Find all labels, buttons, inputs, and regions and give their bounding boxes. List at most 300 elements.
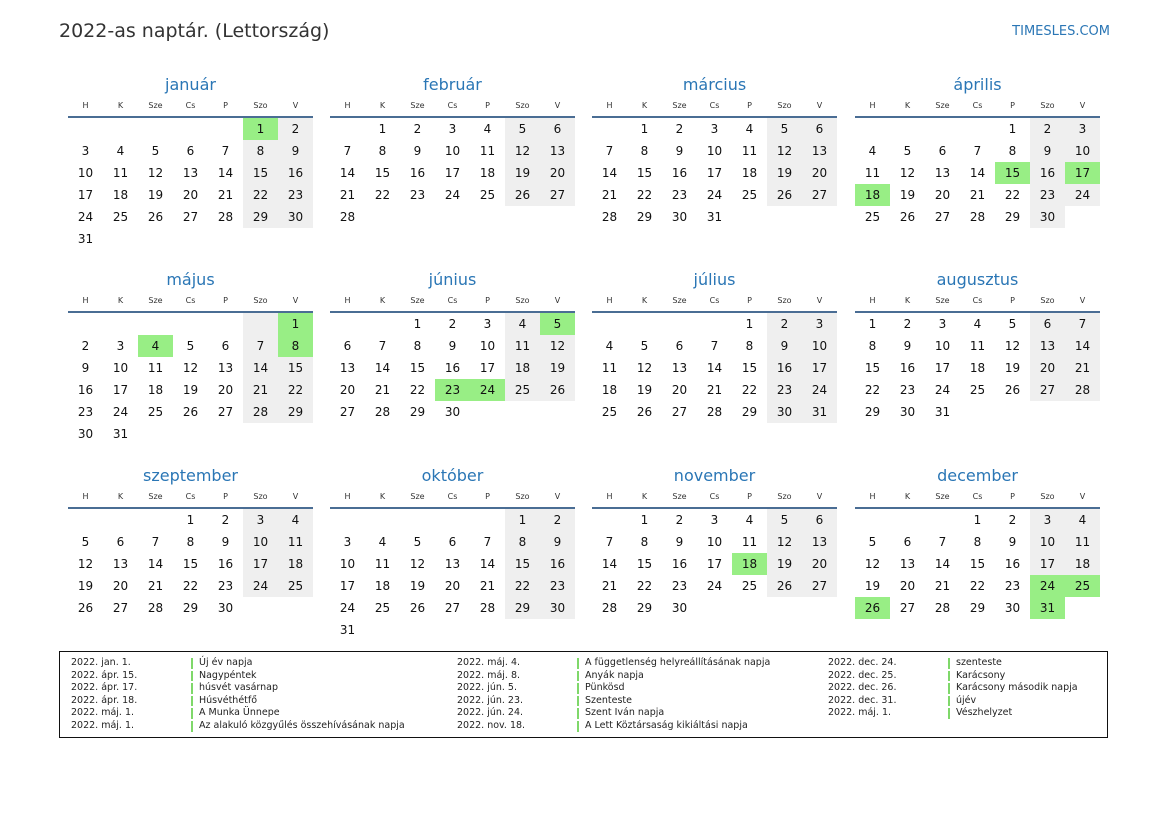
weekday-label: H xyxy=(869,101,876,110)
day-cell: 28 xyxy=(706,405,723,419)
day-cell: 20 xyxy=(1030,357,1065,379)
empty-day-cell xyxy=(138,228,173,250)
day-cell: 10 xyxy=(706,535,723,549)
holiday-name: Új év napja xyxy=(199,657,253,668)
weekday-label: Cs xyxy=(185,101,196,110)
day-cell: 29 xyxy=(636,210,653,224)
empty-day-cell xyxy=(243,313,278,335)
day-cell: 25 xyxy=(1065,575,1100,597)
day-cell: 22 xyxy=(505,575,540,597)
day-cell: 29 xyxy=(1004,210,1021,224)
day-cell: 8 xyxy=(745,339,754,353)
day-cell: 29 xyxy=(243,206,278,228)
day-cell: 16 xyxy=(278,162,313,184)
weekday-label: P xyxy=(1010,101,1015,110)
day-cell: 1 xyxy=(745,317,754,331)
weekday-label: Sze xyxy=(410,492,425,501)
day-cell: 25 xyxy=(278,575,313,597)
month-name: december xyxy=(937,466,1018,485)
day-cell: 26 xyxy=(409,601,426,615)
month-calendar xyxy=(855,269,1100,423)
holiday-column xyxy=(828,657,1078,720)
empty-day-cell xyxy=(330,509,365,531)
weekday-header xyxy=(855,96,1100,118)
holiday-entry xyxy=(457,657,770,670)
day-cell: 7 xyxy=(710,339,719,353)
day-cell: 11 xyxy=(278,531,313,553)
day-cell: 30 xyxy=(671,210,688,224)
weekday-label: Cs xyxy=(972,296,983,305)
day-cell: 13 xyxy=(671,361,688,375)
weekday-header xyxy=(68,291,313,313)
empty-day-cell xyxy=(208,228,243,250)
day-cell: 26 xyxy=(855,597,890,619)
day-cell: 20 xyxy=(182,188,199,202)
month-name: november xyxy=(673,466,756,485)
day-cell: 17 xyxy=(339,579,356,593)
holiday-date: 2022. ápr. 18. xyxy=(71,694,138,706)
day-cell: 8 xyxy=(413,339,422,353)
day-cell: 24 xyxy=(1030,575,1065,597)
holiday-entry xyxy=(71,707,405,720)
day-cell: 30 xyxy=(767,401,802,423)
day-cell: 20 xyxy=(444,579,461,593)
weekday-header xyxy=(68,487,313,509)
day-cell: 12 xyxy=(409,557,426,571)
day-cell: 14 xyxy=(934,557,951,571)
day-cell: 19 xyxy=(864,579,881,593)
day-cell: 17 xyxy=(1065,162,1100,184)
day-cell: 18 xyxy=(479,166,496,180)
empty-day-cell xyxy=(925,118,960,140)
day-cell: 1 xyxy=(505,509,540,531)
day-cell: 30 xyxy=(1030,206,1065,228)
day-cell: 31 xyxy=(112,427,129,441)
day-cell: 12 xyxy=(864,557,881,571)
site-link[interactable]: TIMESLES.COM xyxy=(1012,24,1110,39)
weekday-label: Sze xyxy=(148,296,163,305)
day-cell: 12 xyxy=(767,531,802,553)
holiday-entry xyxy=(457,707,770,720)
empty-day-cell xyxy=(697,313,732,335)
day-cell: 23 xyxy=(278,184,313,206)
day-cell: 30 xyxy=(444,405,461,419)
day-cell: 21 xyxy=(339,188,356,202)
day-cell: 11 xyxy=(601,361,618,375)
weekday-label: Cs xyxy=(185,492,196,501)
day-cell: 14 xyxy=(243,357,278,379)
day-cell: 20 xyxy=(217,383,234,397)
day-cell: 23 xyxy=(767,379,802,401)
day-cell: 2 xyxy=(1030,118,1065,140)
day-cell: 26 xyxy=(636,405,653,419)
holiday-marker xyxy=(577,683,579,694)
day-cell: 28 xyxy=(934,601,951,615)
day-cell: 12 xyxy=(505,140,540,162)
holiday-date: 2022. máj. 1. xyxy=(71,719,135,731)
empty-day-cell xyxy=(330,313,365,335)
day-cell: 25 xyxy=(741,579,758,593)
empty-day-cell xyxy=(767,597,802,619)
day-cell: 11 xyxy=(1065,531,1100,553)
day-cell: 23 xyxy=(409,188,426,202)
day-cell: 13 xyxy=(112,557,129,571)
day-cell: 8 xyxy=(186,535,195,549)
day-cell: 2 xyxy=(278,118,313,140)
holiday-name: Szent Iván napja xyxy=(585,707,665,719)
holiday-entry xyxy=(71,657,405,670)
day-grid xyxy=(330,313,575,423)
day-cell: 21 xyxy=(479,579,496,593)
weekday-label: V xyxy=(1079,296,1086,305)
day-cell: 17 xyxy=(706,166,723,180)
day-cell: 25 xyxy=(969,383,986,397)
day-cell: 27 xyxy=(802,575,837,597)
day-cell: 25 xyxy=(601,405,618,419)
day-cell: 1 xyxy=(278,313,313,335)
day-cell: 8 xyxy=(868,339,877,353)
day-cell: 18 xyxy=(147,383,164,397)
day-cell: 6 xyxy=(221,339,230,353)
day-cell: 6 xyxy=(802,118,837,140)
day-cell: 11 xyxy=(864,166,881,180)
empty-day-cell xyxy=(1065,597,1100,619)
day-cell: 12 xyxy=(147,166,164,180)
day-cell: 19 xyxy=(636,383,653,397)
day-cell: 9 xyxy=(1030,140,1065,162)
holiday-entry xyxy=(457,682,770,695)
weekday-header xyxy=(855,487,1100,509)
day-cell: 22 xyxy=(741,383,758,397)
empty-day-cell xyxy=(732,206,767,228)
day-cell: 5 xyxy=(903,144,912,158)
holiday-name: A Lett Köztársaság kikiáltási napja xyxy=(585,719,748,731)
day-cell: 27 xyxy=(671,405,688,419)
day-cell: 22 xyxy=(374,188,391,202)
weekday-label: P xyxy=(223,296,228,305)
weekday-label: K xyxy=(117,101,124,110)
day-grid xyxy=(330,118,575,228)
day-cell: 13 xyxy=(802,140,837,162)
empty-day-cell xyxy=(68,313,103,335)
day-cell: 19 xyxy=(77,579,94,593)
day-cell: 23 xyxy=(671,579,688,593)
day-cell: 21 xyxy=(934,579,951,593)
empty-day-cell xyxy=(173,423,208,445)
day-cell: 30 xyxy=(77,427,94,441)
holiday-marker xyxy=(948,671,950,682)
day-cell: 14 xyxy=(217,166,234,180)
holiday-name: A függetlenség helyreállításának napja xyxy=(585,657,771,668)
holiday-date: 2022. ápr. 17. xyxy=(71,682,138,694)
empty-day-cell xyxy=(1065,206,1100,228)
weekday-label: Cs xyxy=(972,101,983,110)
day-cell: 13 xyxy=(444,557,461,571)
weekday-label: Cs xyxy=(447,101,458,110)
day-cell: 2 xyxy=(540,509,575,531)
day-cell: 18 xyxy=(278,553,313,575)
day-cell: 31 xyxy=(339,623,356,637)
day-cell: 10 xyxy=(934,339,951,353)
day-cell: 26 xyxy=(182,405,199,419)
holiday-date: 2022. jún. 23. xyxy=(457,694,524,706)
day-cell: 13 xyxy=(339,361,356,375)
weekday-label: P xyxy=(485,492,490,501)
weekday-label: K xyxy=(904,101,911,110)
day-cell: 19 xyxy=(505,162,540,184)
holiday-name: Anyák napja xyxy=(585,669,644,681)
empty-day-cell xyxy=(435,509,470,531)
day-cell: 16 xyxy=(1004,557,1021,571)
day-cell: 14 xyxy=(479,557,496,571)
empty-day-cell xyxy=(138,509,173,531)
day-cell: 29 xyxy=(864,405,881,419)
day-cell: 7 xyxy=(973,144,982,158)
holiday-column xyxy=(457,657,770,733)
day-cell: 6 xyxy=(938,144,947,158)
day-cell: 28 xyxy=(479,601,496,615)
day-cell: 31 xyxy=(802,401,837,423)
day-cell: 17 xyxy=(706,557,723,571)
day-cell: 1 xyxy=(243,118,278,140)
holiday-marker xyxy=(191,683,193,694)
day-cell: 25 xyxy=(374,601,391,615)
day-cell: 6 xyxy=(675,339,684,353)
month-name: szeptember xyxy=(142,466,238,485)
holiday-date: 2022. máj. 8. xyxy=(457,669,521,681)
day-cell: 27 xyxy=(112,601,129,615)
day-cell: 22 xyxy=(864,383,881,397)
day-cell: 5 xyxy=(1008,317,1017,331)
empty-day-cell xyxy=(855,509,890,531)
day-cell: 23 xyxy=(1004,579,1021,593)
empty-day-cell xyxy=(435,206,470,228)
empty-day-cell xyxy=(138,313,173,335)
day-cell: 3 xyxy=(1065,118,1100,140)
empty-day-cell xyxy=(470,619,505,641)
day-cell: 5 xyxy=(186,339,195,353)
month-calendar xyxy=(330,465,575,641)
day-cell: 15 xyxy=(505,553,540,575)
day-cell: 14 xyxy=(601,557,618,571)
day-cell: 10 xyxy=(77,166,94,180)
day-cell: 20 xyxy=(112,579,129,593)
day-cell: 16 xyxy=(767,357,802,379)
empty-day-cell xyxy=(890,509,925,531)
day-cell: 24 xyxy=(706,188,723,202)
empty-day-cell xyxy=(103,228,138,250)
weekday-label: K xyxy=(904,296,911,305)
weekday-label: Szo xyxy=(1040,492,1055,501)
weekday-label: Szo xyxy=(777,296,792,305)
day-cell: 6 xyxy=(186,144,195,158)
day-cell: 1 xyxy=(868,317,877,331)
empty-day-cell xyxy=(278,597,313,619)
page-title: 2022-as naptár. (Lettország) xyxy=(59,20,330,42)
weekday-label: Cs xyxy=(185,296,196,305)
day-cell: 16 xyxy=(540,553,575,575)
day-cell: 13 xyxy=(217,361,234,375)
day-grid xyxy=(592,509,837,619)
day-cell: 24 xyxy=(1065,184,1100,206)
weekday-label: Cs xyxy=(447,492,458,501)
day-cell: 13 xyxy=(899,557,916,571)
day-cell: 30 xyxy=(540,597,575,619)
empty-day-cell xyxy=(243,228,278,250)
day-cell: 20 xyxy=(934,188,951,202)
month-name: február xyxy=(423,75,482,94)
empty-day-cell xyxy=(960,401,995,423)
day-cell: 24 xyxy=(444,188,461,202)
day-cell: 10 xyxy=(1065,140,1100,162)
weekday-label: P xyxy=(485,101,490,110)
day-cell: 2 xyxy=(767,313,802,335)
empty-day-cell xyxy=(592,509,627,531)
month-name: augusztus xyxy=(936,270,1019,289)
day-cell: 26 xyxy=(540,379,575,401)
month-calendar xyxy=(68,465,313,619)
day-cell: 3 xyxy=(938,317,947,331)
day-cell: 10 xyxy=(706,144,723,158)
holiday-marker xyxy=(577,671,579,682)
day-cell: 24 xyxy=(934,383,951,397)
empty-day-cell xyxy=(435,619,470,641)
holiday-name: Vészhelyzet xyxy=(956,707,1013,719)
empty-day-cell xyxy=(365,509,400,531)
empty-day-cell xyxy=(540,206,575,228)
weekday-label: Szo xyxy=(253,492,268,501)
day-cell: 3 xyxy=(710,513,719,527)
holiday-entry xyxy=(457,720,770,733)
day-cell: 20 xyxy=(802,553,837,575)
empty-day-cell xyxy=(505,401,540,423)
day-cell: 17 xyxy=(1030,553,1065,575)
holiday-date: 2022. jún. 24. xyxy=(457,707,524,719)
holiday-date: 2022. nov. 18. xyxy=(457,719,526,731)
day-cell: 19 xyxy=(540,357,575,379)
day-cell: 22 xyxy=(243,184,278,206)
day-cell: 9 xyxy=(413,144,422,158)
day-cell: 27 xyxy=(540,184,575,206)
day-cell: 6 xyxy=(448,535,457,549)
day-cell: 22 xyxy=(1004,188,1021,202)
day-cell: 13 xyxy=(1030,335,1065,357)
weekday-label: V xyxy=(816,492,823,501)
day-cell: 16 xyxy=(671,166,688,180)
empty-day-cell xyxy=(365,313,400,335)
weekday-label: P xyxy=(223,101,228,110)
day-cell: 4 xyxy=(483,122,492,136)
weekday-label: Szo xyxy=(515,492,530,501)
day-cell: 6 xyxy=(903,535,912,549)
weekday-label: K xyxy=(641,492,648,501)
day-cell: 10 xyxy=(112,361,129,375)
weekday-label: Sze xyxy=(148,492,163,501)
holiday-entry xyxy=(71,720,405,733)
day-cell: 9 xyxy=(221,535,230,549)
holiday-marker xyxy=(948,708,950,719)
empty-day-cell xyxy=(995,401,1030,423)
month-calendar xyxy=(330,269,575,423)
day-cell: 5 xyxy=(413,535,422,549)
day-cell: 26 xyxy=(899,210,916,224)
day-cell: 17 xyxy=(112,383,129,397)
empty-day-cell xyxy=(68,509,103,531)
day-cell: 14 xyxy=(147,557,164,571)
day-cell: 26 xyxy=(505,184,540,206)
empty-day-cell xyxy=(592,118,627,140)
holiday-marker xyxy=(577,658,579,669)
day-cell: 4 xyxy=(1065,509,1100,531)
day-cell: 26 xyxy=(147,210,164,224)
day-cell: 15 xyxy=(864,361,881,375)
empty-day-cell xyxy=(540,619,575,641)
holiday-marker xyxy=(948,658,950,669)
day-grid xyxy=(592,313,837,423)
day-cell: 18 xyxy=(601,383,618,397)
day-cell: 17 xyxy=(934,361,951,375)
day-cell: 10 xyxy=(243,531,278,553)
holiday-name: Karácsony xyxy=(956,669,1006,681)
holiday-entry xyxy=(828,695,1078,708)
empty-day-cell xyxy=(505,206,540,228)
day-cell: 8 xyxy=(505,531,540,553)
day-cell: 20 xyxy=(802,162,837,184)
day-cell: 17 xyxy=(243,553,278,575)
holiday-list xyxy=(59,651,1108,738)
day-cell: 9 xyxy=(675,535,684,549)
weekday-label: Szo xyxy=(777,101,792,110)
holiday-entry xyxy=(71,682,405,695)
day-cell: 18 xyxy=(112,188,129,202)
day-cell: 5 xyxy=(640,339,649,353)
day-cell: 13 xyxy=(182,166,199,180)
day-cell: 7 xyxy=(938,535,947,549)
weekday-label: V xyxy=(292,296,299,305)
holiday-column xyxy=(71,657,405,733)
empty-day-cell xyxy=(138,423,173,445)
day-cell: 28 xyxy=(243,401,278,423)
day-cell: 15 xyxy=(182,557,199,571)
day-cell: 11 xyxy=(505,335,540,357)
holiday-date: 2022. dec. 26. xyxy=(828,682,897,694)
holiday-entry xyxy=(828,682,1078,695)
holiday-marker xyxy=(948,683,950,694)
day-cell: 20 xyxy=(671,383,688,397)
day-cell: 26 xyxy=(77,601,94,615)
day-cell: 15 xyxy=(278,357,313,379)
day-cell: 15 xyxy=(243,162,278,184)
day-cell: 19 xyxy=(409,579,426,593)
weekday-header xyxy=(592,291,837,313)
day-cell: 2 xyxy=(675,513,684,527)
day-cell: 4 xyxy=(745,122,754,136)
day-cell: 27 xyxy=(339,405,356,419)
weekday-label: H xyxy=(82,101,89,110)
day-cell: 11 xyxy=(147,361,164,375)
weekday-header xyxy=(855,291,1100,313)
day-cell: 2 xyxy=(675,122,684,136)
day-cell: 23 xyxy=(217,579,234,593)
holiday-entry xyxy=(71,695,405,708)
day-cell: 6 xyxy=(802,509,837,531)
holiday-date: 2022. dec. 25. xyxy=(828,669,897,681)
weekday-label: Szo xyxy=(253,296,268,305)
weekday-label: Sze xyxy=(672,101,687,110)
month-name: március xyxy=(682,75,747,94)
day-cell: 21 xyxy=(706,383,723,397)
day-cell: 28 xyxy=(969,210,986,224)
